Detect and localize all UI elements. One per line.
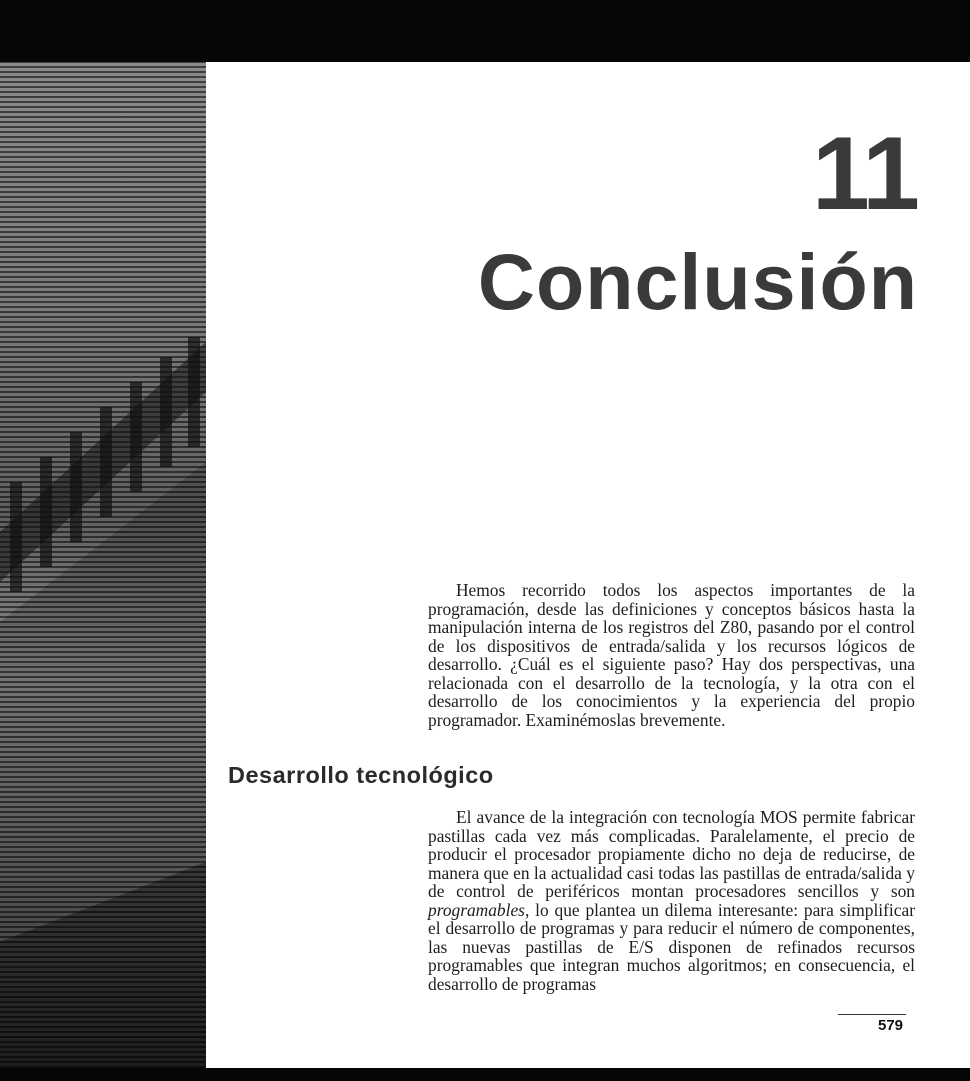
intro-paragraph: Hemos recorrido todos los aspectos importantes de la programación, desde las definiciones y conceptos básicos hasta la manipulación interna de los registros del Z80, pasando por el control de los dispositivos de entrada/salida y los recursos lógicos de desarrollo. ¿Cuál es el siguiente paso? Hay dos perspectivas, una relacionada con el desarrollo de la tecnología, y la otra con el desarrollo de los conocimientos y la experiencia del propio programador. Examinémoslas brevemente. xyxy=(428,580,915,730)
chapter-photo-staircase xyxy=(0,62,206,1068)
staircase-illustration xyxy=(0,62,206,1068)
page-number: 579 xyxy=(878,1017,904,1034)
chapter-number: 11 xyxy=(812,116,918,232)
chapter-title: Conclusión xyxy=(477,237,918,326)
section-paragraph-text-1: El avance de la integración con tecnología MOS permite fabricar pastillas cada vez más complicadas. Paralelamente, el precio de producir el procesador propiamente dicho no deja de reducirse, de manera que en la actualidad casi todas las pastillas de entrada/salida y de control de periféricos montan procesadores sencillos y son xyxy=(428,807,915,901)
section-heading: Desarrollo tecnológico xyxy=(228,762,494,788)
section-paragraph-text-2: , lo que plantea un dilema interesante: para simplificar el desarrollo de programas y para reducir el número de componentes, las nuevas pastillas de E/S disponen de refinados recursos programables que integran muchos algoritmos; en consecuencia, el desarrollo de programas xyxy=(428,899,915,994)
section-paragraph xyxy=(428,808,915,993)
page-number-rule xyxy=(838,1014,906,1015)
scan-top-border xyxy=(0,0,970,62)
scan-bottom-border xyxy=(0,1068,970,1081)
section-paragraph-italic: programables xyxy=(428,899,525,920)
book-page xyxy=(206,62,970,1068)
